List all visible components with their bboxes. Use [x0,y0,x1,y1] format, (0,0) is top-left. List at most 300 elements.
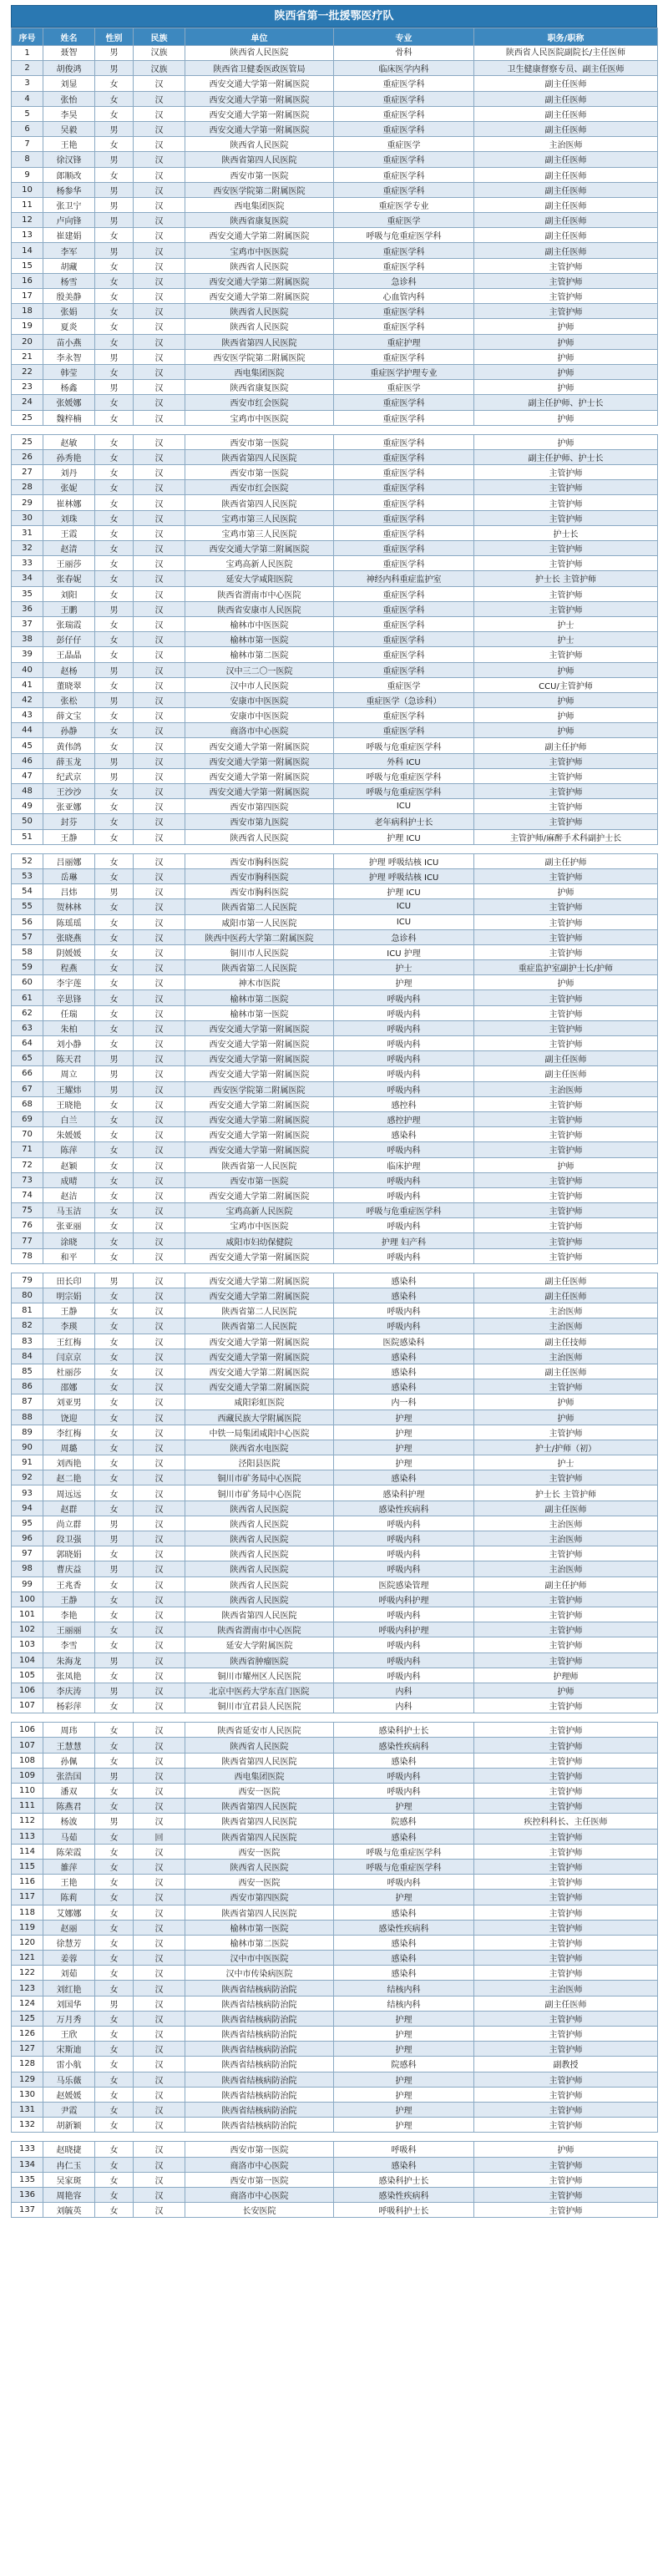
table-cell: 汉 [134,1683,185,1698]
table-cell: 主管护师 [474,2042,658,2057]
table-cell: 主管护师 [474,1036,658,1051]
table-cell: 汉 [134,1111,185,1126]
table-cell: 重症医学科 [334,525,474,540]
table-cell: 安康市中医医院 [185,692,334,707]
table-cell: 21 [12,349,43,364]
table-cell: 主管护师 [474,1622,658,1637]
table-row [12,319,658,334]
table-cell: 主管护师 [474,1020,658,1035]
table-cell: 感染科 [334,1905,474,1920]
table-cell: 汉 [134,1576,185,1592]
table-cell: 护理 [334,2011,474,2026]
table-cell: 女 [95,868,134,883]
table-cell: 汉 [134,586,185,601]
table-cell: 汉 [134,334,185,349]
table-cell: 主管护师 [474,647,658,662]
table-cell: 西安交通大学第二附属医院 [185,1187,334,1202]
table-cell: 呼吸内科 [334,1516,474,1531]
table-cell: 汉 [134,708,185,723]
table-cell: 134 [12,2157,43,2172]
table-cell: 汉 [134,449,185,464]
table-cell: 汉 [134,1607,185,1622]
table-cell: 汉 [134,829,185,844]
table-cell: 女 [95,1096,134,1111]
table-cell: 女 [95,929,134,944]
table-cell: 副主任医师 [474,197,658,212]
table-cell: 西安交通大学第一附属医院 [185,76,334,91]
table-cell: 汉 [134,1066,185,1081]
table-cell: 汉 [134,556,185,571]
table-cell: 23 [12,380,43,395]
table-cell: ICU [334,899,474,914]
table-cell: 男 [95,61,134,76]
table-cell: 汉 [134,2027,185,2042]
table-cell: 女 [95,1142,134,1157]
table-cell: 主管护师 [474,2011,658,2026]
table-cell: 主管护师 [474,1723,658,1738]
table-cell: 女 [95,1829,134,1844]
table-row [12,1844,658,1859]
table-cell: 涂晓 [43,1233,95,1248]
table-cell: 男 [95,1768,134,1783]
table-row [12,2027,658,2042]
table-cell: 110 [12,1784,43,1799]
table-cell: 感控护理 [334,1111,474,1126]
table-cell: 女 [95,814,134,829]
table-row [12,1875,658,1890]
table-cell: 老年病科护士长 [334,814,474,829]
table-cell: 主管护师 [474,1096,658,1111]
table-cell: 护士/护师（初） [474,1440,658,1455]
table-cell: 汉 [134,753,185,768]
table-row [12,1172,658,1187]
table-cell: 汉 [134,2118,185,2133]
table-cell: 临床护理 [334,1157,474,1172]
table-cell: 95 [12,1516,43,1531]
table-cell: 92 [12,1470,43,1485]
table-cell: 呼吸与危重症医学科 [334,784,474,799]
table-cell: 陕西省第四人民医院 [185,1814,334,1829]
table-cell: 结核内科 [334,1981,474,1996]
table-row [12,2102,658,2117]
table-cell: 汉 [134,1455,185,1470]
table-cell: 女 [95,2027,134,2042]
table-cell: 感染科 [334,2157,474,2172]
table-cell: 女 [95,1394,134,1409]
page-title: 陕西省第一批援鄂医疗队 [11,5,657,28]
table-cell: 陕西省人民医院 [185,1592,334,1607]
table-cell: 辛思锋 [43,990,95,1005]
table-row [12,1364,658,1379]
table-cell: 女 [95,1592,134,1607]
table-cell: 呼吸内科护理 [334,1622,474,1637]
table-cell: 陕西省第四人民医院 [185,449,334,464]
table-cell: 榆林市第一医院 [185,632,334,647]
table-row [12,510,658,525]
table-row [12,601,658,616]
table-cell: 重症医学科 [334,182,474,197]
table-cell: 70 [12,1127,43,1142]
table-cell: 西安市第一医院 [185,465,334,480]
table-cell: 邵娜 [43,1379,95,1394]
table-row [12,738,658,753]
table-row [12,197,658,212]
table-row [12,1142,658,1157]
table-cell: 任瑞 [43,1005,95,1020]
table-cell: 神木市医院 [185,975,334,990]
table-cell: 宝鸡市中医医院 [185,1218,334,1233]
table-cell: 汉 [134,662,185,677]
table-cell: 李雪 [43,1637,95,1652]
table-row [12,273,658,288]
table-cell: 73 [12,1172,43,1187]
table-cell: 14 [12,243,43,258]
table-cell: 主治医师 [474,1081,658,1096]
table-row [12,2042,658,2057]
table-cell: 护师 [474,1409,658,1425]
table-cell: 87 [12,1394,43,1409]
table-cell: 汉 [134,2172,185,2187]
table-cell: 主管护师 [474,1844,658,1859]
table-cell: 呼吸与危重症医学科 [334,738,474,753]
table-cell: 咸阳彩虹医院 [185,1394,334,1409]
table-row [12,410,658,425]
table-cell: 汉 [134,1698,185,1713]
table-row [12,1859,658,1874]
table-cell: 护理 [334,1455,474,1470]
table-cell: 雷小航 [43,2057,95,2072]
table-cell: 陕西省第四人民医院 [185,334,334,349]
table-cell: 呼吸内科 [334,1531,474,1546]
table-cell: 女 [95,525,134,540]
table-row [12,1440,658,1455]
table-cell: 陕西省人民医院 [185,1531,334,1546]
table-cell: 主治医师 [474,1303,658,1318]
table-cell: 西安市第一医院 [185,434,334,449]
table-row [12,2172,658,2187]
table-cell: 主管护师 [474,784,658,799]
table-cell: 主管护师 [474,480,658,495]
roster-table [11,1273,658,1713]
table-cell: 副主任医师 [474,182,658,197]
table-cell: 80 [12,1288,43,1303]
table-cell: 陕西省结核病防治院 [185,2072,334,2087]
table-cell: 西安市第四医院 [185,799,334,814]
table-cell: 77 [12,1233,43,1248]
table-cell: 赵群 [43,1501,95,1516]
table-cell: 西安交通大学第一附属医院 [185,753,334,768]
table-cell: 感染性疾病科 [334,1920,474,1935]
table-cell: 43 [12,708,43,723]
table-cell: 主治医师 [474,1318,658,1334]
table-cell: 呼吸内科 [334,1546,474,1561]
table-cell: 重症医学科 [334,76,474,91]
table-cell: 医院感染科 [334,1334,474,1349]
table-cell: 西安市红会医院 [185,480,334,495]
table-cell: 陕西省人民医院 [185,1501,334,1516]
table-cell: 女 [95,167,134,182]
table-cell: 王艳 [43,1875,95,1890]
table-cell: 74 [12,1187,43,1202]
table-cell: 胡俊鸿 [43,61,95,76]
table-cell: 汉 [134,1470,185,1485]
table-cell: 111 [12,1799,43,1814]
table-cell: 刘阳 [43,586,95,601]
table-cell: 女 [95,1981,134,1996]
table-cell: 朱媛媛 [43,1127,95,1142]
table-cell: 王沙沙 [43,784,95,799]
table-cell: 刘丹 [43,465,95,480]
table-cell: 西安交通大学第二附属医院 [185,289,334,304]
table-cell: 主管护师 [474,2118,658,2133]
table-cell: 主管护师 [474,799,658,814]
table-cell: 112 [12,1814,43,1829]
table-row [12,1546,658,1561]
table-cell: 铜川市耀州区人民医院 [185,1668,334,1683]
table-cell: 张娟 [43,304,95,319]
table-cell: 呼吸内科 [334,1005,474,1020]
table-cell: 女 [95,91,134,106]
table-row [12,1233,658,1248]
table-cell: 呼吸内科 [334,990,474,1005]
table-cell: 82 [12,1318,43,1334]
table-cell: 99 [12,1576,43,1592]
table-cell: 汉 [134,1622,185,1637]
table-cell: 汉 [134,541,185,556]
table-row [12,1637,658,1652]
table-cell: 13 [12,228,43,243]
table-cell: 呼吸内科 [334,1784,474,1799]
table-cell: 118 [12,1905,43,1920]
table-cell: 陕西省第四人民医院 [185,152,334,167]
table-cell: 副主任护师、护士长 [474,395,658,410]
table-cell: 陕西省人民医院 [185,46,334,61]
table-cell: 西安交通大学第一附属医院 [185,1142,334,1157]
table-cell: 陕西省结核病防治院 [185,2057,334,2072]
table-cell: 汉 [134,738,185,753]
table-row [12,1531,658,1546]
table-cell: 西安交通大学第二附属医院 [185,541,334,556]
table-cell: 陕西省结核病防治院 [185,1981,334,1996]
table-cell: 33 [12,556,43,571]
table-cell: 男 [95,182,134,197]
table-cell: 女 [95,853,134,868]
table-cell: 汉 [134,632,185,647]
table-row [12,213,658,228]
table-cell: 呼吸内科 [334,1652,474,1668]
table-row [12,692,658,707]
table-cell: 徐慧芳 [43,1935,95,1950]
table-cell: 张瑞霞 [43,616,95,631]
table-cell: 副主任医师 [474,1501,658,1516]
table-cell: 张春妮 [43,571,95,586]
table-cell: 陕西省人民医院 [185,829,334,844]
table-row [12,1409,658,1425]
table-cell: 重症医学 [334,137,474,152]
table-row [12,2157,658,2172]
table-cell: 呼吸内科 [334,1607,474,1622]
table-cell: 西安市第一医院 [185,167,334,182]
table-cell: 6 [12,121,43,136]
table-row [12,2057,658,2072]
table-cell: 女 [95,899,134,914]
table-cell: 女 [95,465,134,480]
table-cell: 曹庆益 [43,1561,95,1576]
table-cell: 女 [95,1020,134,1035]
table-cell: 张浩国 [43,1768,95,1783]
table-cell: 陕西省第二人民医院 [185,1303,334,1318]
table-cell: 女 [95,480,134,495]
table-row [12,677,658,692]
table-cell: 98 [12,1561,43,1576]
table-cell: 男 [95,197,134,212]
table-cell: 张妮 [43,480,95,495]
table-cell: 36 [12,601,43,616]
table-cell: 呼吸内科 [334,1303,474,1318]
table-cell: 汉 [134,1637,185,1652]
table-cell: 李瑛 [43,1318,95,1334]
table-cell: 呼吸与危重症医学科 [334,768,474,783]
table-cell: 汉 [134,1592,185,1607]
table-cell: 西安交通大学第一附属医院 [185,1334,334,1349]
table-cell: 护士 [334,960,474,975]
table-cell: 女 [95,556,134,571]
table-cell: 40 [12,662,43,677]
table-cell: 汉 [134,213,185,228]
table-cell: 主管护师 [474,2072,658,2087]
table-cell: 汉 [134,410,185,425]
table-cell: 汉 [134,1561,185,1576]
table-cell: 西安交通大学第二附属医院 [185,1288,334,1303]
table-cell: 女 [95,1738,134,1753]
table-cell: 重症医学科 [334,647,474,662]
table-cell: 女 [95,1890,134,1905]
table-cell: 女 [95,990,134,1005]
table-cell: 汉 [134,1020,185,1035]
table-cell: 闫京京 [43,1349,95,1364]
table-cell: 陕西省延安市人民医院 [185,1723,334,1738]
table-cell: 汉 [134,167,185,182]
table-cell: 李庆涛 [43,1683,95,1698]
table-cell: 外科 ICU [334,753,474,768]
table-row [12,334,658,349]
table-cell: 126 [12,2027,43,2042]
table-cell: 女 [95,1111,134,1126]
table-cell: 汉 [134,510,185,525]
table-cell: 127 [12,2042,43,2057]
table-cell: 李昊 [43,106,95,121]
table-cell: 主管护师 [474,258,658,273]
table-cell: 副主任护师、护士长 [474,449,658,464]
table-cell: 院感科 [334,2057,474,2072]
table-cell: 131 [12,2102,43,2117]
table-cell: 和平 [43,1248,95,1263]
table-cell: 男 [95,1531,134,1546]
table-cell: 女 [95,1425,134,1440]
table-cell: 汉 [134,1935,185,1950]
table-cell: 汉中三二〇一医院 [185,662,334,677]
table-cell: 男 [95,1683,134,1698]
table-cell: 汉 [134,677,185,692]
table-cell: 陕西省水电医院 [185,1440,334,1455]
table-row [12,1157,658,1172]
table-cell: 护理 [334,2102,474,2117]
table-cell: 西安交通大学第二附属医院 [185,1111,334,1126]
table-cell: 女 [95,2057,134,2072]
table-cell: 29 [12,495,43,510]
table-row [12,541,658,556]
table-cell: 西安交通大学第二附属医院 [185,228,334,243]
table-cell: 17 [12,289,43,304]
table-cell: 王静 [43,829,95,844]
table-cell: 重症医学科 [334,510,474,525]
table-cell: 主管护师 [474,304,658,319]
table-cell: 女 [95,2157,134,2172]
table-cell: 董晓翠 [43,677,95,692]
table-cell: 汉 [134,960,185,975]
table-row [12,1203,658,1218]
table-cell: 18 [12,304,43,319]
table-cell: 感染科 [334,1753,474,1768]
table-cell: 呼吸内科 [334,1051,474,1066]
table-row [12,1738,658,1753]
table-cell: 重症医学科 [334,708,474,723]
table-cell: 104 [12,1652,43,1668]
table-cell: 女 [95,1288,134,1303]
table-cell: 男 [95,1081,134,1096]
table-cell: 主管护师 [474,1379,658,1394]
table-row [12,586,658,601]
table-cell: 成晴 [43,1172,95,1187]
table-cell: 陕西省渭南市中心医院 [185,586,334,601]
table-cell: 西安市胸科医院 [185,853,334,868]
table-cell: 聂智 [43,46,95,61]
table-cell: 饶迎 [43,1409,95,1425]
table-cell: 汉 [134,465,185,480]
table-cell: 王欣 [43,2027,95,2042]
table-cell: 岳琳 [43,868,95,883]
table-cell: 重症医学科 [334,410,474,425]
table-cell: 重症医学科 [334,723,474,738]
table-cell: 117 [12,1890,43,1905]
table-cell: 主管护师 [474,273,658,288]
table-cell: 男 [95,692,134,707]
table-cell: 8 [12,152,43,167]
table-cell: 重症监护室副护士长/护师 [474,960,658,975]
table-cell: 女 [95,1303,134,1318]
table-cell: 19 [12,319,43,334]
table-cell: 阴媛媛 [43,944,95,959]
table-row [12,853,658,868]
table-row [12,1334,658,1349]
table-cell: 主管护师 [474,289,658,304]
table-cell: 延安大学附属医院 [185,1637,334,1652]
table-cell: 重症医学科 [334,258,474,273]
table-cell: 西安市第一医院 [185,2142,334,2157]
table-row [12,1349,658,1364]
table-cell: 汉 [134,1723,185,1738]
table-cell: 男 [95,349,134,364]
table-cell: 王鹏 [43,601,95,616]
table-cell: 26 [12,449,43,464]
table-cell: 汉 [134,2157,185,2172]
table-cell: 女 [95,677,134,692]
table-cell: 重症医学科 [334,319,474,334]
table-row [12,76,658,91]
table-cell: 感染科 [334,1470,474,1485]
table-row [12,1066,658,1081]
table-cell: 副教授 [474,2057,658,2072]
